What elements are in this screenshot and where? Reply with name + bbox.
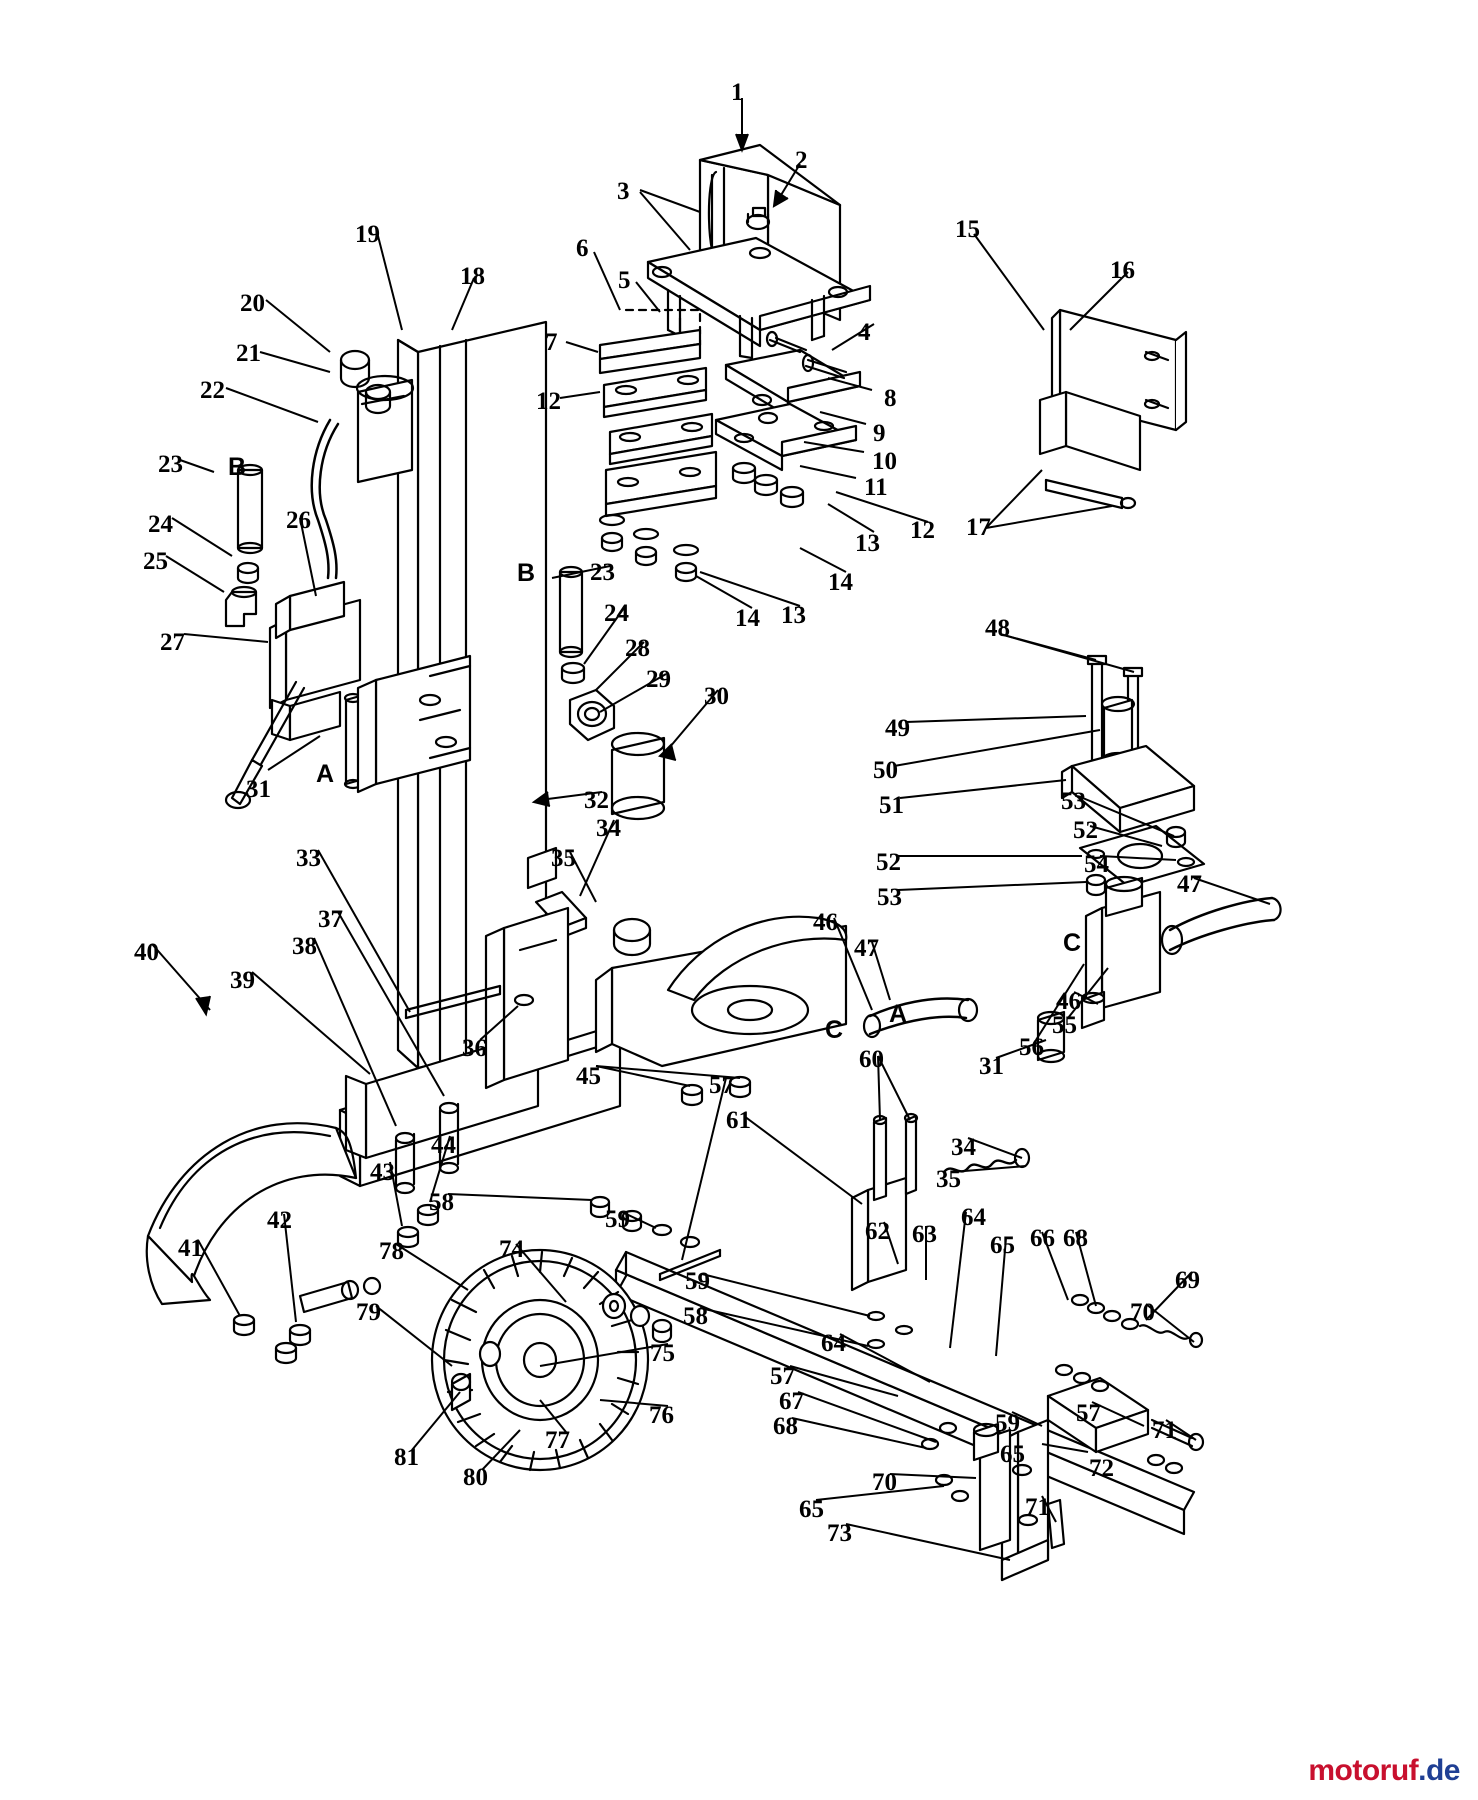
callout-12: 12 [536,388,561,415]
callout-40: 40 [134,939,159,966]
callout-1: 1 [731,79,744,106]
callout-58: 58 [429,1189,454,1216]
callout-13: 13 [781,602,806,629]
callout-7: 7 [545,329,558,356]
callout-51: 51 [879,792,904,819]
callout-36: 36 [462,1035,487,1062]
callout-34: 34 [596,815,621,842]
callout-65: 65 [1000,1441,1025,1468]
callout-35: 35 [551,845,576,872]
callout-5: 5 [618,267,631,294]
callout-32: 32 [584,787,609,814]
callout-76: 76 [649,1402,674,1429]
plate-stack-group [600,330,716,581]
callout-75: 75 [650,1340,675,1367]
callout-28: 28 [625,635,650,662]
callout-52: 52 [1073,817,1098,844]
callout-29: 29 [646,666,671,693]
callout-18: 18 [460,263,485,290]
callout-17: 17 [966,514,991,541]
callout-22: 22 [200,377,225,404]
callout-59: 59 [605,1206,630,1233]
callout-72: 72 [1089,1455,1114,1482]
wedge-assembly-group [626,145,870,358]
reference-letter-a: A [316,760,335,788]
callout-27: 27 [160,629,185,656]
callout-46: 46 [813,909,838,936]
callout-49: 49 [885,715,910,742]
watermark: motoruf.de [1308,1754,1460,1787]
callout-14: 14 [735,605,760,632]
fender-group [147,1123,380,1312]
callout-11: 11 [864,474,888,501]
callout-67: 67 [779,1388,804,1415]
callout-52: 52 [876,849,901,876]
callout-65: 65 [799,1496,824,1523]
tongue-assembly-group [591,1114,1203,1580]
reference-letter-c: C [825,1016,844,1044]
callout-37: 37 [318,906,343,933]
callout-48: 48 [985,615,1010,642]
callout-71: 71 [1152,1417,1177,1444]
callout-20: 20 [240,290,265,317]
callout-57: 57 [770,1363,795,1390]
callout-53: 53 [1061,788,1086,815]
callout-8: 8 [884,385,897,412]
callout-73: 73 [827,1520,852,1547]
callout-9: 9 [873,420,886,447]
callout-50: 50 [873,757,898,784]
callout-69: 69 [1175,1267,1200,1294]
callout-71: 71 [1025,1494,1050,1521]
callout-59: 59 [995,1410,1020,1437]
callout-2: 2 [795,147,808,174]
callout-3: 3 [617,178,630,205]
callout-57: 57 [709,1072,734,1099]
callout-45: 45 [576,1063,601,1090]
callout-38: 38 [292,933,317,960]
callout-23: 23 [590,559,615,586]
callout-57: 57 [1076,1400,1101,1427]
callout-26: 26 [286,507,311,534]
callout-31: 31 [246,776,271,803]
callout-42: 42 [267,1207,292,1234]
callout-74: 74 [499,1236,524,1263]
reference-letter-a: A [889,1000,908,1028]
callout-24: 24 [604,600,629,627]
engine-mount-bracket-group [1040,310,1186,508]
callout-64: 64 [821,1330,846,1357]
callout-68: 68 [773,1413,798,1440]
callout-43: 43 [370,1159,395,1186]
callout-56: 56 [1019,1034,1044,1061]
callout-54: 54 [1084,851,1109,878]
callout-78: 78 [379,1238,404,1265]
callout-16: 16 [1110,257,1135,284]
callout-68: 68 [1063,1225,1088,1252]
callout-70: 70 [1130,1299,1155,1326]
callout-77: 77 [545,1427,570,1454]
callout-41: 41 [178,1235,203,1262]
callout-15: 15 [955,216,980,243]
callout-46: 46 [1056,988,1081,1015]
reference-letter-c: C [1063,929,1082,957]
callout-61: 61 [726,1107,751,1134]
reference-letter-b: B [228,453,247,481]
callout-62: 62 [865,1218,890,1245]
callout-4: 4 [858,319,871,346]
callout-66: 66 [1030,1225,1055,1252]
callout-79: 79 [356,1299,381,1326]
callout-59: 59 [685,1268,710,1295]
callout-24: 24 [148,511,173,538]
callout-60: 60 [859,1046,884,1073]
callout-21: 21 [236,340,261,367]
hinge-bracket-group [716,332,860,507]
callout-10: 10 [872,448,897,475]
callout-12: 12 [910,517,935,544]
callout-55: 55 [1052,1012,1077,1039]
callout-81: 81 [394,1444,419,1471]
callout-64: 64 [961,1204,986,1231]
callout-44: 44 [431,1132,456,1159]
callout-58: 58 [683,1303,708,1330]
callout-13: 13 [855,530,880,557]
callout-47: 47 [1177,871,1202,898]
callout-14: 14 [828,569,853,596]
callout-80: 80 [463,1464,488,1491]
callout-6: 6 [576,235,589,262]
callout-33: 33 [296,845,321,872]
callout-35: 35 [936,1166,961,1193]
callout-23: 23 [158,451,183,478]
callout-70: 70 [872,1469,897,1496]
callout-47: 47 [854,935,879,962]
callout-25: 25 [143,548,168,575]
callout-39: 39 [230,967,255,994]
callout-63: 63 [912,1221,937,1248]
reference-letter-b: B [517,559,536,587]
callout-19: 19 [355,221,380,248]
callout-34: 34 [951,1134,976,1161]
callout-30: 30 [704,683,729,710]
callout-53: 53 [877,884,902,911]
callout-31: 31 [979,1053,1004,1080]
callout-65: 65 [990,1232,1015,1259]
